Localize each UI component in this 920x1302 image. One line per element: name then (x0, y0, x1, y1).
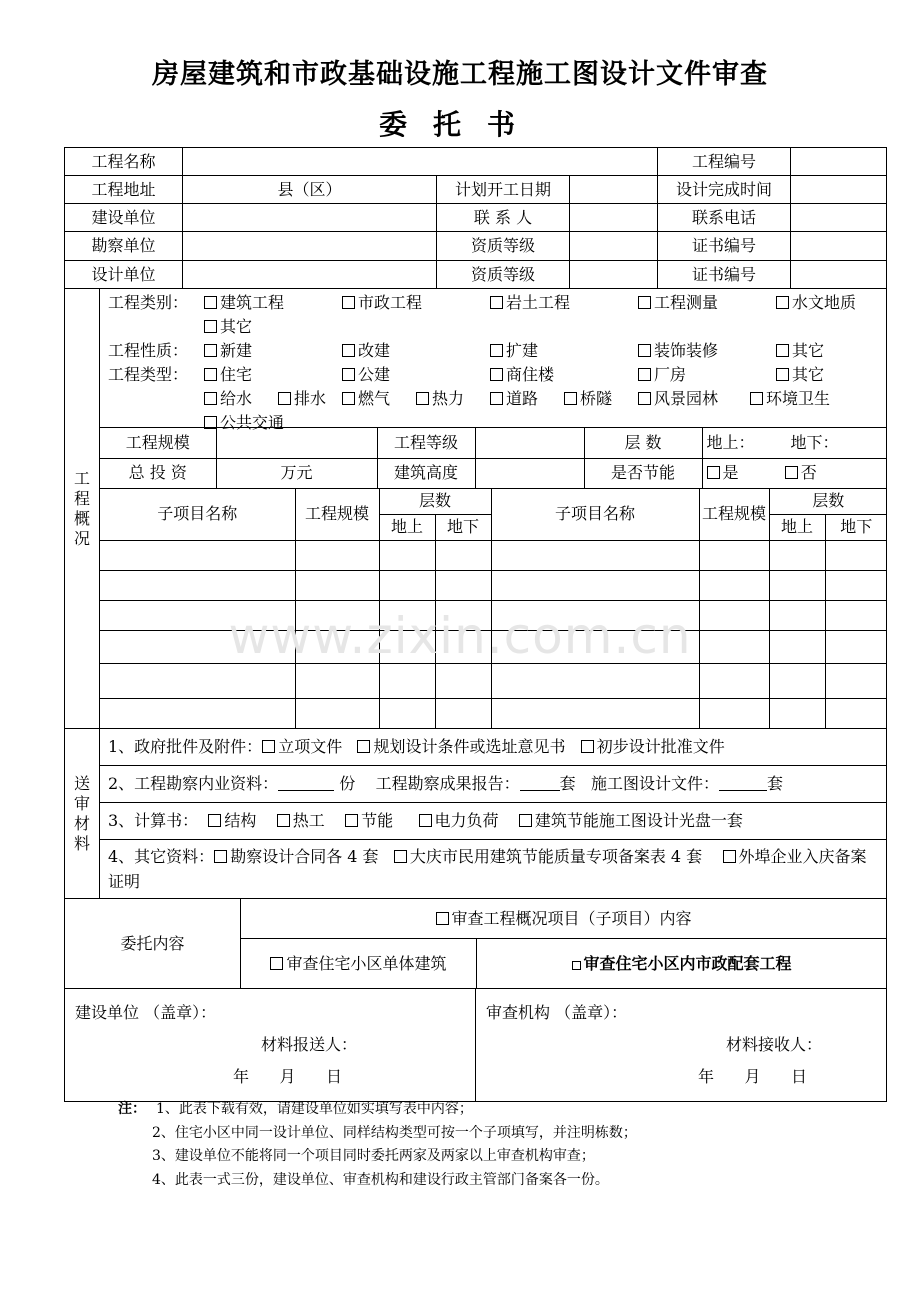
type-option-drain[interactable]: 排水 (278, 387, 342, 411)
table-cell[interactable] (435, 663, 491, 698)
table-cell[interactable] (825, 570, 886, 600)
entrust-option-2[interactable]: 审查住宅小区单体建筑 (241, 939, 477, 989)
address-label: 工程地址 (65, 176, 183, 204)
table-cell[interactable] (769, 570, 825, 600)
category-option-survey[interactable]: 工程测量 (638, 291, 776, 315)
height-field[interactable] (475, 458, 584, 488)
builder-signature[interactable] (65, 989, 476, 1102)
table-row (100, 570, 887, 600)
type-option-road[interactable]: 道路 (490, 387, 564, 411)
design-qual-label: 资质等级 (437, 261, 570, 289)
notes-label: 注： (118, 1101, 146, 1117)
design-unit-label: 设计单位 (65, 261, 183, 289)
checkbox-icon (638, 296, 651, 309)
category-option-other[interactable]: 其它 (204, 315, 324, 339)
project-no-label: 工程编号 (658, 148, 791, 176)
materials-section (64, 728, 887, 899)
table-cell[interactable] (491, 698, 699, 728)
basic-info-table (64, 147, 887, 289)
county-field[interactable]: 县（区） (183, 176, 437, 204)
checkbox-icon[interactable] (785, 466, 798, 479)
reviewer-date: 年 月 日 (698, 1067, 808, 1086)
entrust-section (64, 898, 887, 989)
survey-qual-field[interactable] (570, 232, 658, 261)
survey-unit-field[interactable] (183, 232, 437, 261)
checkbox-icon (490, 368, 503, 381)
energy-label: 是否节能 (584, 458, 702, 488)
invest-field[interactable]: 万元 (216, 458, 377, 488)
checkbox-icon (278, 392, 291, 405)
checkbox-icon[interactable] (345, 814, 358, 827)
checkbox-icon (638, 368, 651, 381)
notes (118, 1098, 637, 1192)
checkbox-icon (776, 368, 789, 381)
table-cell[interactable] (100, 570, 295, 600)
floors-field[interactable]: 地上： 地下： (702, 428, 887, 458)
checkbox-icon (204, 344, 217, 357)
entrust-label: 委托内容 (65, 899, 241, 989)
type-option-residential[interactable]: 住宅 (204, 363, 342, 387)
table-cell[interactable] (435, 570, 491, 600)
table-cell[interactable] (295, 540, 379, 570)
project-name-field[interactable] (183, 148, 658, 176)
table-row (100, 540, 887, 570)
energy-field[interactable]: 是 否 (702, 458, 887, 488)
entrust-option-3[interactable]: 审查住宅小区内市政配套工程 (477, 939, 887, 989)
category-label: 工程类别： (108, 293, 189, 312)
checkbox-icon[interactable] (270, 957, 283, 970)
document-subtitle: 委托书 (378, 108, 541, 141)
type-option-sanitation[interactable]: 环境卫生 (750, 387, 862, 411)
design-cert-label: 证书编号 (658, 261, 791, 289)
sub-scale-header-2: 工程规模 (699, 488, 769, 540)
contact-field[interactable] (570, 204, 658, 232)
checkbox-icon (776, 344, 789, 357)
table-cell[interactable] (295, 663, 379, 698)
type-option-landscape[interactable]: 风景园林 (638, 387, 750, 411)
note-1: 1、此表下载有效，请建设单位如实填写表中内容； (156, 1101, 473, 1117)
checkbox-icon (204, 320, 217, 333)
checkbox-icon[interactable] (707, 466, 720, 479)
table-cell[interactable] (825, 540, 886, 570)
table-cell[interactable] (769, 540, 825, 570)
builder-date: 年 月 日 (233, 1067, 343, 1086)
nature-option-decor[interactable]: 装饰装修 (638, 339, 776, 363)
design-qual-field[interactable] (570, 261, 658, 289)
materials-item-4: 4、其它资料： 勘察设计合同各 4 套 大庆市民用建筑节能质量专项备案表 4 套 外埠企业入庆备案证明 (100, 840, 887, 899)
checkbox-icon (750, 392, 763, 405)
nature-option-other[interactable]: 其它 (776, 339, 824, 363)
type-option-public[interactable]: 公建 (342, 363, 490, 387)
sender-label: 材料报送人： (261, 1035, 358, 1054)
note-2: 2、住宅小区中同一设计单位、同样结构类型可按一个子项填写，并注明栋数； (152, 1124, 637, 1141)
type-option-transit[interactable]: 公共交通 (204, 411, 284, 435)
table-cell[interactable] (491, 540, 699, 570)
design-finish-field[interactable] (791, 176, 887, 204)
table-cell[interactable] (435, 698, 491, 728)
table-cell[interactable] (100, 540, 295, 570)
materials-item-2: 2、工程勘察内业资料： 份 工程勘察成果报告： 套 施工图设计文件： 套 (100, 766, 887, 803)
category-option-geotech[interactable]: 岩土工程 (490, 291, 638, 315)
table-cell[interactable] (435, 540, 491, 570)
checkbox-icon[interactable] (519, 814, 532, 827)
table-cell[interactable] (491, 570, 699, 600)
type-option-other[interactable]: 其它 (776, 363, 824, 387)
design-count-blank[interactable] (719, 776, 767, 791)
checkbox-icon (490, 296, 503, 309)
scale-table (100, 428, 887, 489)
design-unit-field[interactable] (183, 261, 437, 289)
checkbox-icon (416, 392, 429, 405)
checkbox-icon[interactable] (572, 961, 581, 970)
checkbox-icon[interactable] (419, 814, 432, 827)
table-cell[interactable] (100, 698, 295, 728)
invest-label: 总 投 资 (100, 458, 216, 488)
design-cert-field[interactable] (791, 261, 887, 289)
category-option-hydro[interactable]: 水文地质 (776, 291, 856, 315)
survey-unit-label: 勘察单位 (65, 232, 183, 261)
sub-below-header: 地下 (435, 514, 491, 540)
checkbox-icon (342, 344, 355, 357)
type-label: 工程类型： (108, 365, 189, 384)
table-cell[interactable] (379, 663, 435, 698)
builder-field[interactable] (183, 204, 437, 232)
phone-field[interactable] (791, 204, 887, 232)
checkbox-icon (204, 296, 217, 309)
nature-label: 工程性质： (108, 341, 189, 360)
checkbox-icon (204, 416, 217, 429)
table-cell[interactable] (699, 570, 769, 600)
report-count-blank[interactable] (520, 776, 560, 791)
scale-label: 工程规模 (100, 428, 216, 458)
type-option-gas[interactable]: 燃气 (342, 387, 416, 411)
type-option-bridge[interactable]: 桥隧 (564, 387, 638, 411)
sub-name-header: 子项目名称 (100, 488, 295, 540)
table-cell[interactable] (699, 698, 769, 728)
contact-label: 联 系 人 (437, 204, 570, 232)
type-option-heat[interactable]: 热力 (416, 387, 490, 411)
overview-side-label: 工 程 概 况 (65, 289, 100, 729)
table-cell[interactable] (769, 663, 825, 698)
checkbox-icon (638, 344, 651, 357)
checkbox-icon[interactable] (723, 850, 736, 863)
checkbox-icon (490, 344, 503, 357)
table-cell[interactable] (100, 663, 295, 698)
checkbox-icon (204, 392, 217, 405)
checkbox-icon[interactable] (357, 740, 370, 753)
survey-count-blank[interactable] (278, 776, 334, 791)
checkbox-icon[interactable] (262, 740, 275, 753)
checkbox-icon (564, 392, 577, 405)
nature-option-expand[interactable]: 扩建 (490, 339, 638, 363)
checkbox-icon[interactable] (208, 814, 221, 827)
materials-side-label: 送 审 材 料 (65, 729, 100, 899)
table-row (100, 663, 887, 698)
project-category-block (100, 289, 886, 432)
sub-scale-header: 工程规模 (295, 488, 379, 540)
table-cell[interactable] (491, 663, 699, 698)
grade-label: 工程等级 (377, 428, 475, 458)
table-cell[interactable] (379, 570, 435, 600)
sub-below-header-2: 地下 (825, 514, 886, 540)
checkbox-icon (204, 368, 217, 381)
checkbox-icon (638, 392, 651, 405)
project-name-label: 工程名称 (65, 148, 183, 176)
project-no-field[interactable] (791, 148, 887, 176)
height-label: 建筑高度 (377, 458, 475, 488)
checkbox-icon[interactable] (277, 814, 290, 827)
checkbox-icon[interactable] (214, 850, 227, 863)
checkbox-icon (490, 392, 503, 405)
nature-option-rebuild[interactable]: 改建 (342, 339, 490, 363)
sub-above-header: 地上 (379, 514, 435, 540)
phone-label: 联系电话 (658, 204, 791, 232)
table-cell[interactable] (295, 570, 379, 600)
builder-label: 建设单位 (65, 204, 183, 232)
receiver-label: 材料接收人： (726, 1035, 823, 1054)
note-4: 4、此表一式三份，建设单位、审查机构和建设行政主管部门备案各一份。 (152, 1171, 609, 1188)
survey-cert-label: 证书编号 (658, 232, 791, 261)
table-cell[interactable] (825, 663, 886, 698)
table-cell[interactable] (379, 698, 435, 728)
checkbox-icon (776, 296, 789, 309)
sub-name-header-2: 子项目名称 (491, 488, 699, 540)
plan-start-field[interactable] (570, 176, 658, 204)
note-3: 3、建设单位不能将同一个项目同时委托两家及两家以上审查机构审查； (152, 1148, 595, 1164)
table-row (100, 698, 887, 728)
table-cell[interactable] (769, 698, 825, 728)
type-option-water[interactable]: 给水 (204, 387, 278, 411)
nature-option-new[interactable]: 新建 (204, 339, 342, 363)
table-cell[interactable] (379, 540, 435, 570)
materials-item-3: 3、计算书： 结构 热工 节能 电力负荷 建筑节能施工图设计光盘一套 (100, 803, 887, 840)
watermark: www.zixin.com.cn (228, 607, 692, 665)
reviewer-seal-label: 审查机构 （盖章）： (486, 1003, 628, 1022)
signature-section (64, 988, 887, 1102)
checkbox-icon (342, 368, 355, 381)
type-option-factory[interactable]: 厂房 (638, 363, 776, 387)
document-title: 房屋建筑和市政基础设施工程施工图设计文件审查 (152, 59, 768, 90)
sub-above-header-2: 地上 (769, 514, 825, 540)
category-option-building[interactable]: 建筑工程 (204, 291, 342, 315)
reviewer-signature[interactable] (476, 989, 887, 1102)
table-cell[interactable] (699, 663, 769, 698)
design-finish-label: 设计完成时间 (658, 176, 791, 204)
survey-qual-label: 资质等级 (437, 232, 570, 261)
plan-start-label: 计划开工日期 (437, 176, 570, 204)
builder-seal-label: 建设单位 （盖章）： (75, 1003, 217, 1022)
checkbox-icon (342, 392, 355, 405)
checkbox-icon (342, 296, 355, 309)
sub-floors-header: 层数 (379, 488, 491, 514)
floors-label: 层 数 (584, 428, 702, 458)
survey-cert-field[interactable] (791, 232, 887, 261)
sub-floors-header-2: 层数 (769, 488, 886, 514)
entrust-option-1[interactable]: 审查工程概况项目（子项目）内容 (241, 899, 887, 939)
checkbox-icon[interactable] (581, 740, 594, 753)
table-cell[interactable] (825, 698, 886, 728)
table-cell[interactable] (295, 698, 379, 728)
type-option-mixed[interactable]: 商住楼 (490, 363, 638, 387)
checkbox-icon[interactable] (436, 912, 449, 925)
table-cell[interactable] (699, 540, 769, 570)
checkbox-icon[interactable] (394, 850, 407, 863)
materials-item-1: 1、政府批件及附件： 立项文件 规划设计条件或选址意见书 初步设计批准文件 (100, 729, 887, 766)
category-option-municipal[interactable]: 市政工程 (342, 291, 490, 315)
